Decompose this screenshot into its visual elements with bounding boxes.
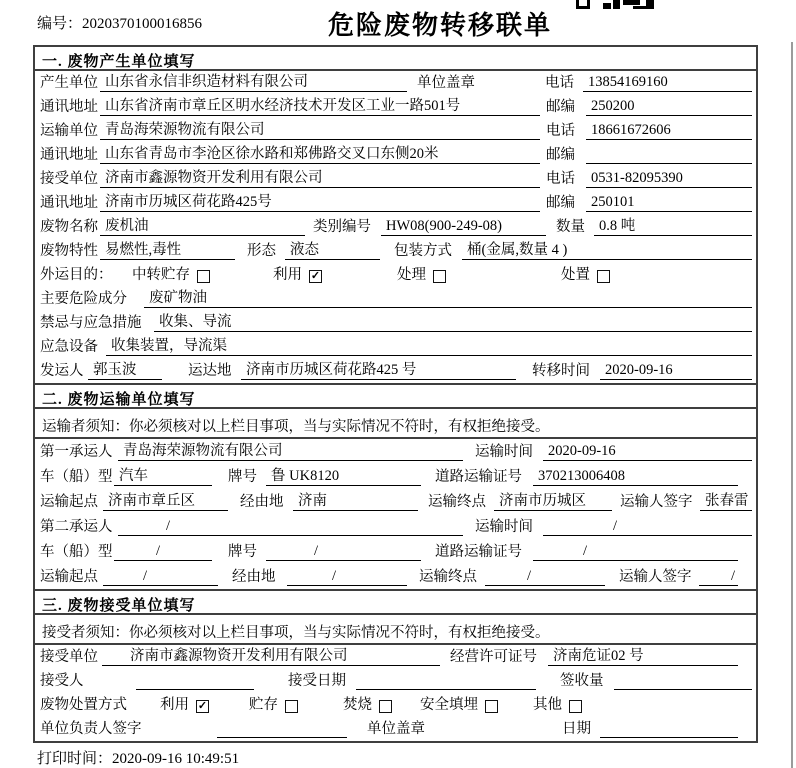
carrier1-label: 第一承运人	[40, 444, 113, 460]
disposal-landfill-label: 安全填埋	[420, 697, 478, 713]
route1-sign-label: 运输人签字	[620, 494, 693, 510]
disposal-other-label: 其他	[533, 697, 562, 713]
disposal-store-checkbox	[285, 700, 298, 713]
route1-sign-value: 张春雷	[700, 492, 752, 511]
vehicle1-permit-value: 370213006408	[533, 467, 738, 486]
purpose-label: 外运目的：	[40, 267, 113, 283]
sign-date-value	[600, 737, 738, 738]
transporter-zip-label: 邮编	[546, 147, 575, 163]
waste-name-label: 废物名称	[40, 219, 98, 235]
hazard-label: 主要危险成分	[40, 291, 127, 307]
transporter-notice: 运输者须知：你必须核对以上栏目事项，当与实际情况不符时，有权拒绝接受。	[35, 409, 756, 439]
row-waste-props	[35, 239, 756, 263]
section-generator	[35, 47, 756, 383]
route2-sign-value: /	[699, 567, 738, 586]
row-acceptor	[35, 669, 756, 693]
route2-start-value: /	[103, 567, 218, 586]
destination-label: 运达地	[188, 363, 232, 379]
row-dispatch	[35, 359, 756, 383]
taboo-value: 收集、导流	[154, 313, 752, 332]
destination-value: 济南市历城区荷花路425 号	[241, 361, 516, 380]
purpose-option-dispose	[561, 266, 610, 284]
row-generator-address	[35, 95, 756, 119]
packing-value: 桶(金属,数量 4 )	[462, 241, 752, 260]
section-transporter	[35, 383, 756, 589]
route2-via-label: 经由地	[232, 569, 276, 585]
receiver-zip-label: 邮编	[546, 195, 575, 211]
transfer-time-value: 2020-09-16	[600, 361, 752, 380]
vehicle2-plate-label: 牌号	[228, 544, 257, 560]
transporter-address-label: 通讯地址	[40, 147, 98, 163]
route1-start-label: 运输起点	[40, 494, 98, 510]
row-generator-unit	[35, 71, 756, 95]
doc-number-label: 编号：	[37, 16, 83, 32]
row-vehicle1	[35, 464, 756, 489]
row-carrier2	[35, 514, 756, 539]
receiver-zip-value: 250101	[586, 193, 752, 212]
purpose-dispose-checkbox	[597, 270, 610, 283]
route1-start-value: 济南市章丘区	[103, 492, 228, 511]
transporter-phone-label: 电话	[546, 123, 575, 139]
taboo-label: 禁忌与应急措施	[40, 315, 142, 331]
receiver-notice: 接受者须知：你必须核对以上栏目事项，当与实际情况不符时，有权拒绝接受。	[35, 615, 756, 645]
receiver-unit-label: 接受单位	[40, 171, 98, 187]
hazard-value: 废矿物油	[144, 289, 752, 308]
generator-zip-label: 邮编	[546, 99, 575, 115]
row-route1	[35, 489, 756, 514]
equipment-value: 收集装置，导流渠	[106, 337, 752, 356]
page-title: 危险废物转移联单	[328, 11, 553, 40]
acceptor-value	[136, 689, 254, 690]
vehicle2-permit-label: 道路运输证号	[435, 544, 522, 560]
purpose-option-treat	[397, 266, 446, 284]
purpose-option-storage	[132, 266, 210, 284]
scan-page-edge-line	[791, 42, 793, 768]
section1-header: 一. 废物产生单位填写	[35, 47, 756, 71]
transporter-phone-value: 18661672606	[586, 121, 752, 140]
row-vehicle2	[35, 539, 756, 564]
waste-form-value: 液态	[285, 241, 380, 260]
print-time	[37, 747, 239, 768]
row-emergency-equipment	[35, 335, 756, 359]
disposal-option-other	[533, 696, 582, 714]
doc-number	[37, 12, 202, 33]
route2-end-value: /	[485, 567, 605, 586]
disposal-utilize-checkbox	[196, 700, 209, 713]
generator-address-value: 山东省济南市章丘区明水经济技术开发区工业一路501号	[100, 97, 540, 116]
disposal-option-store	[249, 696, 298, 714]
route2-sign-label: 运输人签字	[619, 569, 692, 585]
vehicle2-plate-value: /	[266, 542, 421, 561]
disposal-option-utilize	[160, 696, 209, 714]
license-label: 经营许可证号	[450, 649, 537, 665]
row-receiver-unit	[35, 167, 756, 191]
disposal-store-label: 贮存	[249, 697, 278, 713]
vehicle1-plate-value: 鲁 UK8120	[266, 467, 421, 486]
carrier1-value: 青岛海荣源物流有限公司	[118, 442, 463, 461]
row-route2	[35, 564, 756, 589]
equipment-label: 应急设备	[40, 339, 98, 355]
dispatcher-label: 发运人	[40, 363, 84, 379]
transporter-unit-label: 运输单位	[40, 123, 98, 139]
manifest-form	[33, 45, 758, 743]
sign-date-label: 日期	[562, 721, 591, 737]
disposal-incinerate-label: 焚烧	[343, 697, 372, 713]
disposal-option-landfill	[420, 696, 498, 714]
vehicle1-type-label: 车（船）型	[40, 469, 113, 485]
section3-header: 三. 废物接受单位填写	[35, 591, 756, 615]
unit-stamp-label: 单位盖章	[417, 75, 475, 91]
generator-unit-label: 产生单位	[40, 75, 98, 91]
generator-phone-value: 13854169160	[583, 73, 752, 92]
row-carrier1	[35, 439, 756, 464]
print-time-value: 2020-09-16 10:49:51	[112, 751, 240, 767]
row-hazard-components	[35, 287, 756, 311]
route2-start-label: 运输起点	[40, 569, 98, 585]
accept-unit-value: 济南市鑫源物资开发利用有限公司	[102, 647, 440, 666]
print-time-label: 打印时间：	[37, 751, 113, 767]
accept-date-label: 接受日期	[288, 673, 346, 689]
generator-address-label: 通讯地址	[40, 99, 98, 115]
row-accept-unit	[35, 645, 756, 669]
receiver-unit-value: 济南市鑫源物资开发利用有限公司	[100, 169, 540, 188]
carrier1-time-value: 2020-09-16	[543, 442, 752, 461]
waste-qty-label: 数量	[556, 219, 585, 235]
route2-end-label: 运输终点	[419, 569, 477, 585]
disposal-utilize-label: 利用	[160, 697, 189, 713]
signed-qty-label: 签收量	[560, 673, 604, 689]
accept-unit-label: 接受单位	[40, 649, 98, 665]
row-responsible-sign	[35, 717, 756, 741]
generator-zip-value: 250200	[586, 97, 752, 116]
waste-code-label: 类别编号	[313, 219, 371, 235]
purpose-treat-checkbox	[433, 270, 446, 283]
waste-qty-value: 0.8 吨	[594, 217, 752, 236]
transporter-address-value: 山东省青岛市李沧区徐水路和郑佛路交叉口东侧20米	[100, 145, 540, 164]
row-transporter-unit	[35, 119, 756, 143]
disposal-other-checkbox	[569, 700, 582, 713]
waste-props-value: 易燃性,毒性	[100, 241, 235, 260]
packing-label: 包装方式	[394, 243, 452, 259]
generator-unit-value: 山东省永信非织造材料有限公司	[100, 73, 407, 92]
acceptor-label: 接受人	[40, 673, 84, 689]
waste-form-label: 形态	[247, 243, 276, 259]
purpose-treat-label: 处理	[397, 267, 426, 283]
accept-date-value	[356, 689, 536, 690]
disposal-incinerate-checkbox	[379, 700, 392, 713]
disposal-landfill-checkbox	[485, 700, 498, 713]
purpose-dispose-label: 处置	[561, 267, 590, 283]
disposal-label: 废物处置方式	[40, 697, 127, 713]
purpose-utilize-label: 利用	[273, 267, 302, 283]
route1-via-value: 济南	[293, 492, 418, 511]
checkmark: ✓	[310, 270, 321, 282]
purpose-utilize-checkbox	[309, 270, 322, 283]
vehicle2-permit-value: /	[533, 542, 738, 561]
row-disposal-method	[35, 693, 756, 717]
responsible-sign-label: 单位负责人签字	[40, 721, 142, 737]
vehicle1-permit-label: 道路运输证号	[435, 469, 522, 485]
section2-header: 二. 废物运输单位填写	[35, 385, 756, 409]
transporter-zip-value	[586, 163, 752, 164]
row-transporter-address	[35, 143, 756, 167]
purpose-storage-checkbox	[197, 270, 210, 283]
route1-end-label: 运输终点	[428, 494, 486, 510]
carrier2-time-value: /	[543, 517, 752, 536]
transporter-unit-value: 青岛海荣源物流有限公司	[100, 121, 540, 140]
route1-end-value: 济南市历城区	[494, 492, 612, 511]
waste-code-value: HW08(900-249-08)	[381, 217, 546, 236]
receiver-phone-value: 0531-82095390	[586, 169, 752, 188]
vehicle1-type-value: 汽车	[114, 467, 212, 486]
route1-via-label: 经由地	[240, 494, 284, 510]
signed-qty-value	[614, 689, 752, 690]
qr-code-fragment	[576, 0, 656, 10]
vehicle1-plate-label: 牌号	[228, 469, 257, 485]
carrier2-label: 第二承运人	[40, 519, 113, 535]
carrier2-value: /	[118, 517, 463, 536]
row-waste-name	[35, 215, 756, 239]
purpose-option-utilize	[273, 266, 322, 284]
waste-name-value: 废机油	[100, 217, 305, 236]
generator-phone-label: 电话	[545, 75, 574, 91]
disposal-option-incinerate	[343, 696, 392, 714]
carrier2-time-label: 运输时间	[475, 519, 533, 535]
row-transfer-purpose	[35, 263, 756, 287]
receiver-address-value: 济南市历城区荷花路425号	[100, 193, 540, 212]
carrier1-time-label: 运输时间	[475, 444, 533, 460]
waste-props-label: 废物特性	[40, 243, 98, 259]
transfer-time-label: 转移时间	[532, 363, 590, 379]
checkmark: ✓	[197, 700, 208, 712]
receiver-phone-label: 电话	[546, 171, 575, 187]
license-value: 济南危证02 号	[548, 647, 738, 666]
dispatcher-value: 郭玉波	[88, 361, 162, 380]
purpose-storage-label: 中转贮存	[132, 267, 190, 283]
doc-number-value: 2020370100016856	[82, 16, 203, 32]
section-receiver	[35, 589, 756, 741]
route2-via-value: /	[287, 567, 407, 586]
responsible-sign-value	[217, 737, 347, 738]
receiver-stamp-label: 单位盖章	[367, 721, 425, 737]
row-receiver-address	[35, 191, 756, 215]
vehicle2-type-value: /	[114, 542, 212, 561]
row-taboo-measures	[35, 311, 756, 335]
receiver-address-label: 通讯地址	[40, 195, 98, 211]
vehicle2-type-label: 车（船）型	[40, 544, 113, 560]
